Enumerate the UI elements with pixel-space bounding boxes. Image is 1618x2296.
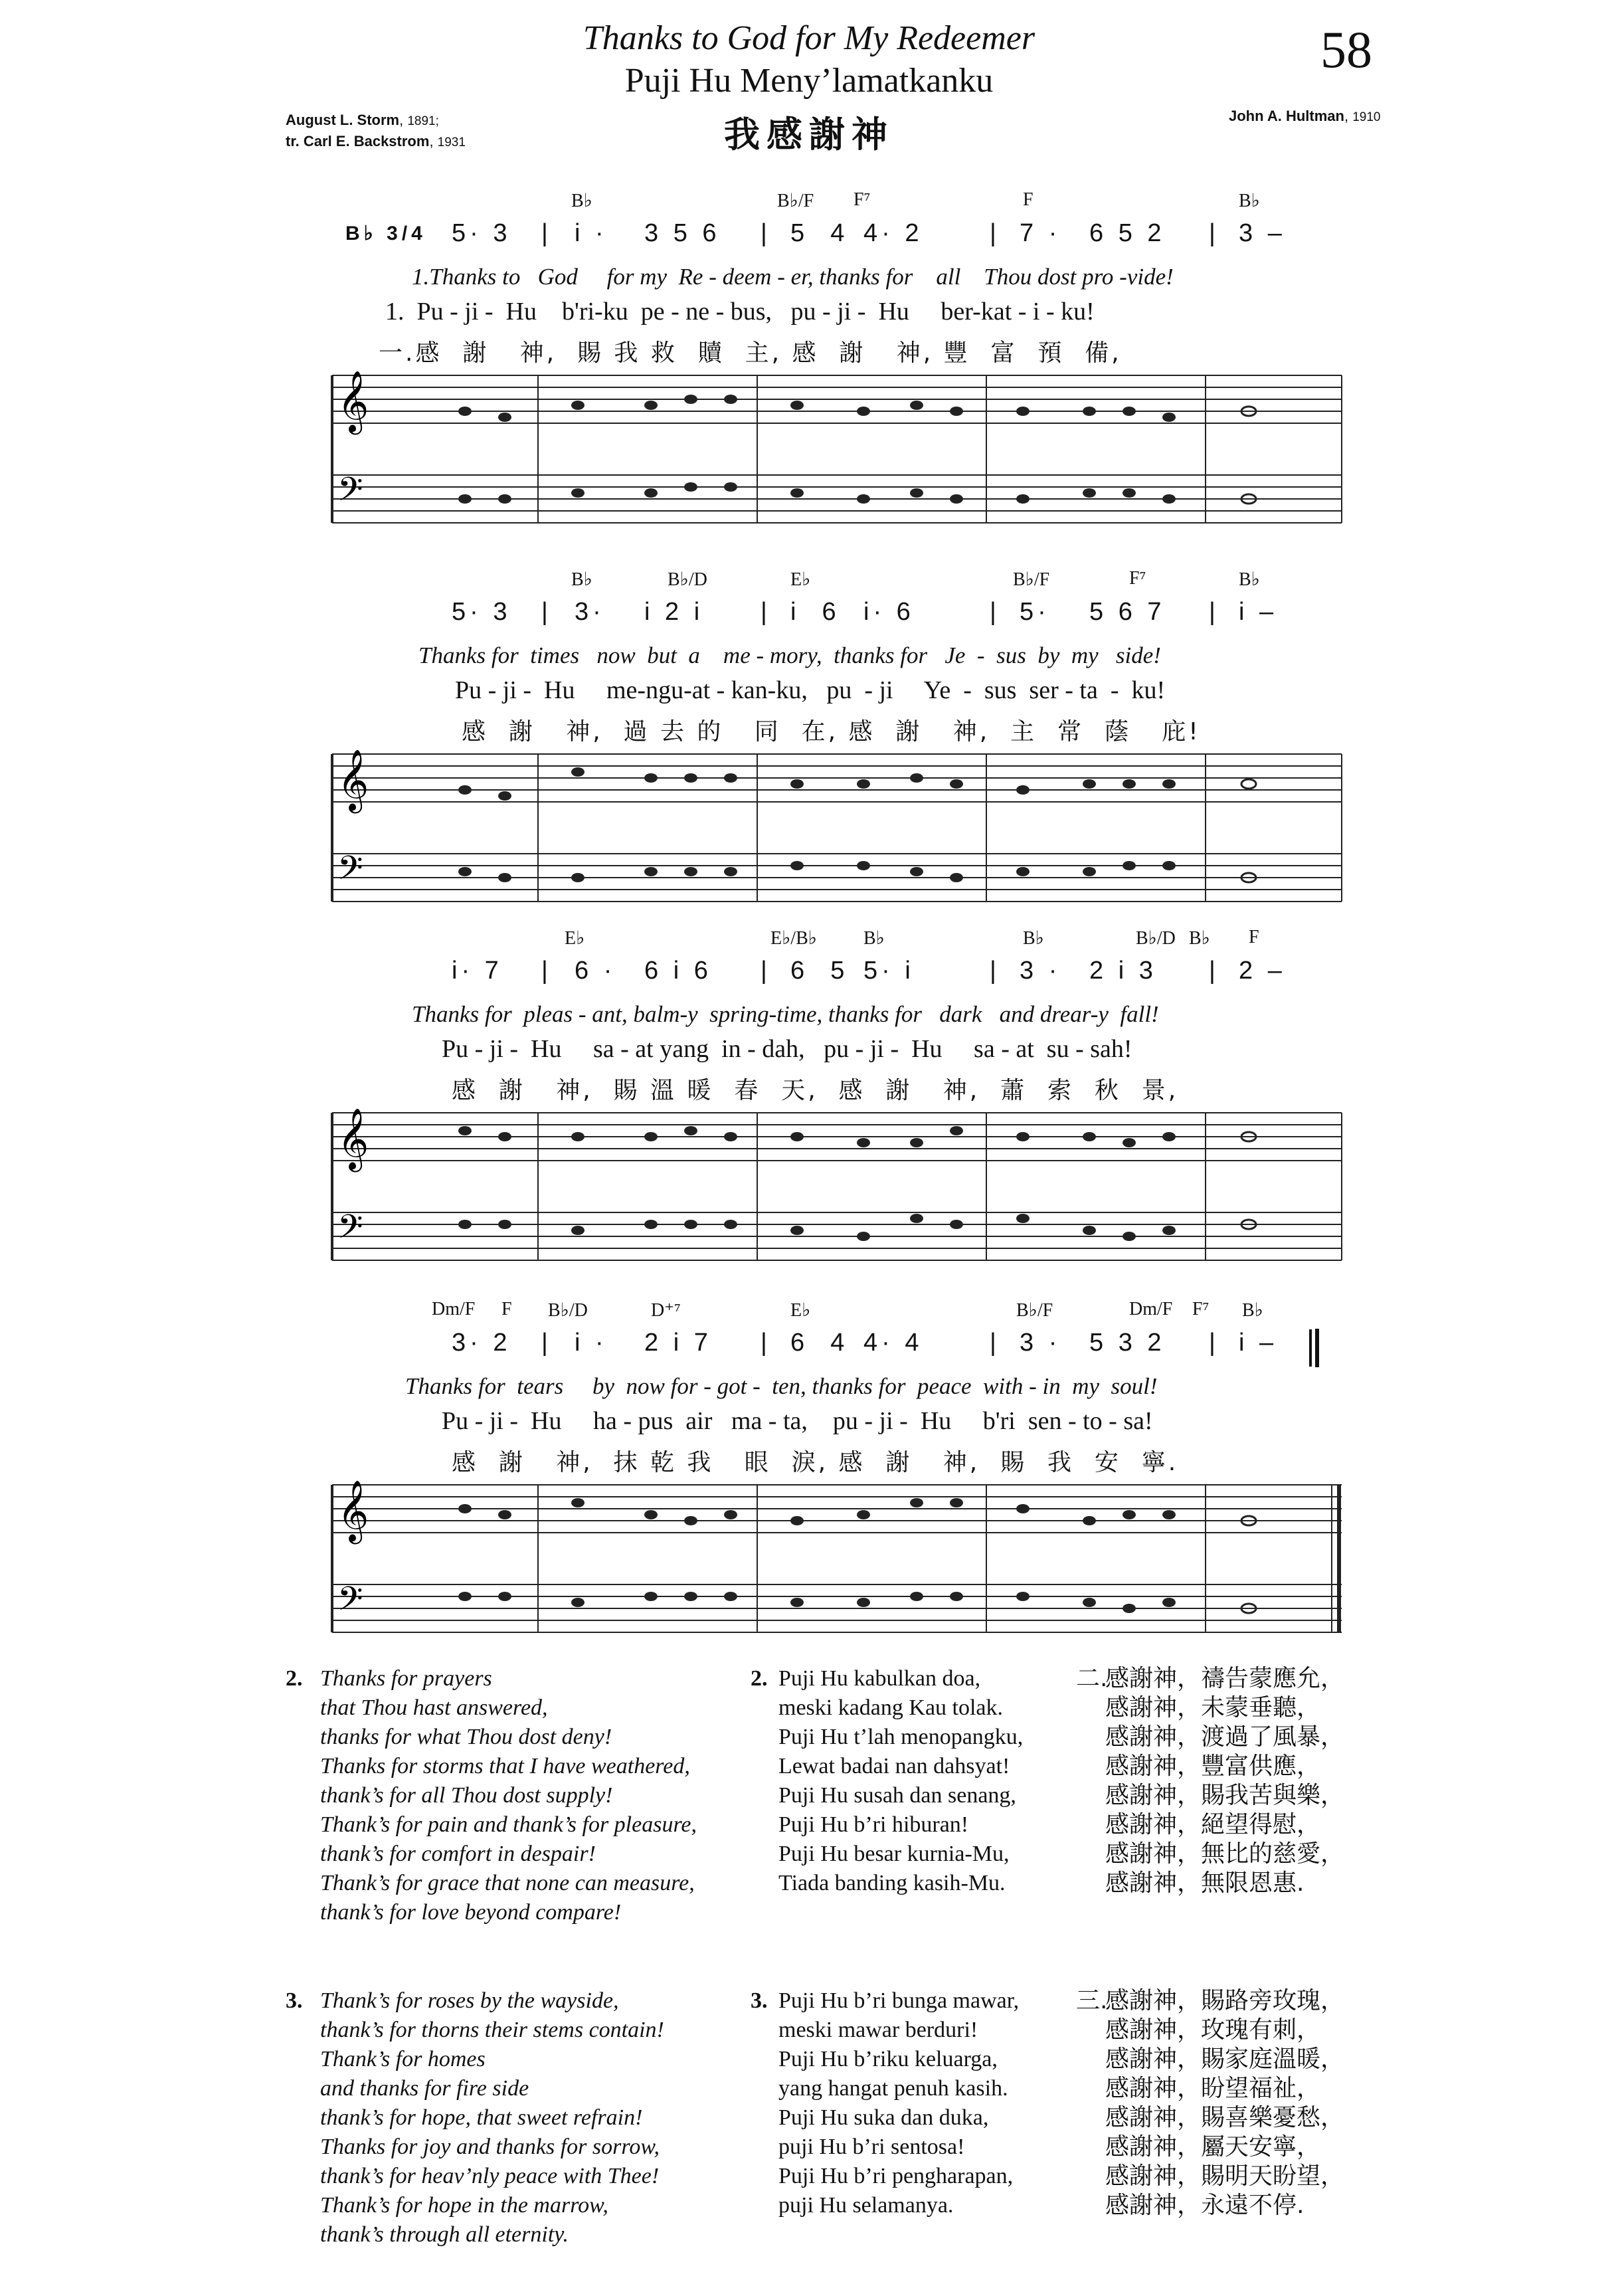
jianpu-barline: | (761, 957, 771, 985)
jianpu-cell: i 6 (790, 598, 840, 626)
verse-line: thank’s for heav’nly peace with Thee! (320, 2164, 660, 2188)
lyric-line-english: Thanks for pleas - ant, balm-y spring-time, thanks for dark and drear-y fall! (412, 1001, 1159, 1027)
jianpu-barline: | (990, 219, 1000, 247)
chord: B♭/D (548, 1300, 588, 1321)
verse-line: 感謝神，賜喜樂憂愁， (1105, 2104, 1345, 2131)
verse-3-chinese (1076, 1986, 1382, 2220)
chord: Dm/F (1129, 1299, 1173, 1319)
verse-line: 感謝神，賜我苦與樂， (1105, 1782, 1345, 1809)
verse-line: 感謝神，絕望得慰， (1105, 1811, 1321, 1838)
jianpu-cell: 5 4 (790, 219, 849, 247)
jianpu-cell: 3 · (1020, 1329, 1061, 1357)
hymn-title-chinese: 我感謝神 (724, 114, 894, 155)
verse-line: thanks for what Thou dost deny! (320, 1725, 612, 1749)
verse-line: meski kadang Kau tolak. (778, 1695, 1004, 1720)
chord: B♭ (1242, 1300, 1263, 1321)
chord: B♭/D (1136, 928, 1176, 949)
verse-line: 感謝神，屬天安寧， (1105, 2133, 1321, 2160)
lyric-line-chinese: 感 謝 神, 賜 溫 暖 春 天, 感 謝 神, 蕭 索 秋 景, (452, 1077, 1179, 1104)
jianpu-barline: | (1209, 598, 1219, 626)
chord: F⁷ (1192, 1299, 1210, 1319)
jianpu-barline: | (1209, 1329, 1219, 1357)
chord: B♭ (863, 928, 885, 949)
chord: E♭ (565, 928, 585, 949)
verse-line: Lewat badai nan dahsyat! (778, 1754, 1010, 1778)
jianpu-cell: i 2 i (644, 598, 704, 626)
svg-text:𝄢: 𝄢 (337, 1580, 363, 1626)
chord: B♭/F (777, 191, 814, 211)
hymn-number: 58 (1320, 21, 1372, 78)
jianpu-cell: i· 7 (452, 957, 503, 985)
verse-line: 感謝神，賜家庭溫暖， (1105, 2046, 1345, 2073)
jianpu-cell: 4· 2 (863, 219, 923, 247)
chord: F⁷ (1129, 568, 1146, 589)
lyric-line-chinese: 一.感 謝 神, 賜 我 救 贖 主, 感 謝 神, 豐 富 預 備, (379, 339, 1122, 367)
verse-line: Puji Hu b’ri bunga mawar, (778, 1988, 1020, 2013)
chord: B♭ (1239, 191, 1260, 211)
verse-number: 2. (751, 1666, 768, 1691)
music-system-4 (332, 1299, 1342, 1658)
jianpu-barline: | (541, 598, 552, 626)
verse-line: yang hangat penuh kasih. (778, 2076, 1008, 2101)
svg-text:𝄞: 𝄞 (337, 749, 369, 811)
verse-line: thank’s for hope, that sweet refrain! (320, 2105, 643, 2130)
jianpu-barline: | (541, 1329, 552, 1357)
jianpu-cell: 5· (1020, 598, 1050, 626)
jianpu-cell: i· 6 (863, 598, 915, 626)
jianpu-barline: | (541, 957, 552, 985)
verse-line: thank’s for all Thou dost supply! (320, 1783, 613, 1808)
verse-line: meski mawar berduri! (778, 2018, 978, 2042)
verse-number: 3. (286, 1988, 303, 2013)
hymn-title-indonesian: Puji Hu Meny’lamatkanku (624, 62, 994, 100)
jianpu-cell: 5· 3 (452, 219, 511, 247)
verse-line: Thank’s for hope in the marrow, (320, 2193, 608, 2218)
verse-line: Thanks for prayers (320, 1666, 492, 1691)
chord: B♭ (571, 569, 592, 590)
verse-2-indonesian (751, 1664, 1083, 1898)
chord: E♭ (790, 1300, 811, 1321)
verse-line: 感謝神，永遠不停. (1105, 2192, 1304, 2219)
verse-line: thank’s for thorns their stems contain! (320, 2018, 664, 2042)
translator-year: 1931 (437, 136, 466, 149)
verse-line: 感謝神，玫瑰有刺， (1105, 2016, 1321, 2044)
jianpu-cell: 5 6 7 (1089, 598, 1166, 626)
verse-line: Puji Hu b’ri hiburan! (778, 1812, 969, 1837)
jianpu-barline: | (761, 598, 771, 626)
jianpu-cell: 6 · (575, 957, 616, 985)
svg-text:𝄢: 𝄢 (337, 470, 363, 517)
jianpu-cell: 7 · (1020, 219, 1061, 247)
verse-line: Puji Hu b’riku keluarga, (778, 2047, 998, 2071)
music-system-3 (332, 927, 1342, 1286)
jianpu-cell: 3 5 6 (644, 219, 721, 247)
jianpu-barline: | (541, 219, 552, 247)
music-staff-treble-bass (332, 1480, 1342, 1658)
lyricist-credit: August L. Storm, 1891; tr. Carl E. Backstrom, 1931 (286, 112, 466, 149)
verse-2-chinese (1076, 1664, 1382, 1898)
key-signature: B♭ 3/4 (345, 223, 426, 244)
final-barline (1315, 1329, 1319, 1367)
verse-line: thank’s for comfort in despair! (320, 1842, 596, 1866)
verse-line: 感謝神，渡過了風暴， (1105, 1723, 1345, 1751)
verse-line: Puji Hu kabulkan doa, (778, 1666, 981, 1691)
lyric-line-indonesian: 1. Pu - ji - Hu b'ri-ku pe - ne - bus, pu - ji - Hu ber-kat - i - ku! (385, 298, 1095, 326)
verse-line: that Thou hast answered, (320, 1695, 548, 1720)
chord: B♭ (1189, 928, 1210, 949)
svg-text:𝄢: 𝄢 (337, 1208, 363, 1254)
chord: B♭ (1023, 928, 1044, 949)
music-staff-treble-bass (332, 1107, 1342, 1286)
verse-line: thank’s through all eternity. (320, 2222, 569, 2247)
jianpu-cell: 6 5 2 (1089, 219, 1166, 247)
jianpu-barline: | (1209, 957, 1219, 985)
lyricist-year: 1891; (407, 114, 439, 128)
jianpu-barline: | (1209, 219, 1219, 247)
chord: B♭/F (1016, 1300, 1053, 1321)
lyric-line-english: Thanks for tears by now for - got - ten, thanks for peace with - in my soul! (405, 1373, 1158, 1399)
verse-3-english (286, 1986, 764, 2249)
lyric-line-indonesian: Pu - ji - Hu me-ngu-at - kan-ku, pu - ji Ye - sus ser - ta - ku! (455, 676, 1166, 704)
verse-line: thank’s for love beyond compare! (320, 1900, 622, 1925)
verse-line: Thank’s for grace that none can measure, (320, 1871, 695, 1895)
verse-line: 感謝神，禱告蒙應允， (1105, 1665, 1345, 1692)
verse-number: 二. (1076, 1665, 1108, 1692)
jianpu-cell: 6 i 6 (644, 957, 712, 985)
jianpu-cell: 4· 4 (863, 1329, 923, 1357)
verse-line: Tiada banding kasih-Mu. (778, 1871, 1006, 1895)
jianpu-cell: 6 5 (790, 957, 849, 985)
chord: B♭/F (1013, 569, 1050, 590)
jianpu-cell: 2 – (1239, 957, 1286, 985)
chord: B♭ (571, 191, 592, 211)
composer-year: 1910 (1352, 110, 1381, 124)
chord: B♭/D (668, 569, 707, 590)
jianpu-barline: | (990, 598, 1000, 626)
chord: F⁷ (854, 189, 871, 210)
verse-line: 感謝神，無限恩惠. (1105, 1869, 1304, 1897)
verse-line: Thank’s for homes (320, 2047, 486, 2071)
verse-number: 2. (286, 1666, 303, 1691)
svg-text:𝄞: 𝄞 (337, 370, 369, 432)
jianpu-cell: 3· 2 (452, 1329, 511, 1357)
verse-line: and thanks for fire side (320, 2076, 529, 2101)
hymn-title-english: Thanks to God for My Redeemer (583, 19, 1035, 57)
svg-text:𝄞: 𝄞 (337, 1480, 369, 1541)
svg-text:𝄞: 𝄞 (337, 1107, 369, 1169)
translator-name: tr. Carl E. Backstrom (286, 133, 430, 149)
lyric-line-indonesian: Pu - ji - Hu sa - at yang in - dah, pu - ji - Hu sa - at su - sah! (442, 1035, 1132, 1063)
jianpu-barline: | (761, 1329, 771, 1357)
jianpu-cell: i · (575, 1329, 608, 1357)
music-staff-treble-bass (332, 370, 1342, 548)
chord: F (1023, 189, 1034, 210)
jianpu-cell: 2 i 7 (644, 1329, 712, 1357)
jianpu-cell: 3 · (1020, 957, 1061, 985)
verse-line: Puji Hu susah dan senang, (778, 1783, 1016, 1808)
verse-line: Thanks for storms that I have weathered, (320, 1754, 690, 1778)
chord: E♭ (790, 569, 811, 590)
lyricist-name: August L. Storm (286, 112, 400, 128)
lyric-line-english: 1.Thanks to God for my Re - deem - er, thanks for all Thou dost pro -vide! (412, 264, 1174, 290)
verse-line: puji Hu b’ri sentosa! (778, 2135, 965, 2159)
chord: F (501, 1299, 512, 1319)
chord: F (1249, 927, 1259, 947)
verse-line: puji Hu selamanya. (778, 2193, 954, 2218)
jianpu-cell: 5 3 2 (1089, 1329, 1166, 1357)
jianpu-barline: | (761, 219, 771, 247)
lyric-line-chinese: 感 謝 神, 過 去 的 同 在, 感 謝 神, 主 常 蔭 庇! (462, 718, 1201, 745)
jianpu-cell: 3 – (1239, 219, 1286, 247)
verse-line: 感謝神，賜路旁玫瑰， (1105, 1987, 1345, 2014)
chord: Dm/F (432, 1299, 476, 1319)
jianpu-barline: | (990, 1329, 1000, 1357)
composer-name: John A. Hultman (1229, 108, 1344, 124)
music-system-2 (332, 568, 1342, 927)
jianpu-cell: i – (1239, 1329, 1278, 1357)
jianpu-cell: 3· (575, 598, 605, 626)
chord: E♭/B♭ (770, 928, 817, 949)
verse-2-english (286, 1664, 764, 1927)
jianpu-barline: | (990, 957, 1000, 985)
verse-line: Thanks for joy and thanks for sorrow, (320, 2135, 660, 2159)
lyric-line-english: Thanks for times now but a me - mory, thanks for Je - sus by my side! (418, 642, 1161, 668)
verse-line: 感謝神，豐富供應， (1105, 1753, 1321, 1780)
music-system-1 (332, 189, 1342, 548)
jianpu-cell: i · (575, 219, 608, 247)
verse-line: 感謝神，未蒙垂聽， (1105, 1694, 1321, 1721)
verse-line: Puji Hu t’lah menopangku, (778, 1725, 1024, 1749)
jianpu-cell: i – (1239, 598, 1278, 626)
jianpu-cell: 5· i (863, 957, 915, 985)
verse-line: Thank’s for roses by the wayside, (320, 1988, 619, 2013)
svg-text:𝄢: 𝄢 (337, 849, 363, 896)
chord: D⁺⁷ (651, 1300, 681, 1321)
jianpu-cell: 6 4 (790, 1329, 849, 1357)
verse-line: Puji Hu b’ri pengharapan, (778, 2164, 1014, 2188)
jianpu-cell: 2 i 3 (1089, 957, 1157, 985)
lyric-line-chinese: 感 謝 神, 抹 乾 我 眼 淚, 感 謝 神, 賜 我 安 寧. (452, 1449, 1179, 1476)
verse-number: 3. (751, 1988, 768, 2013)
jianpu-cell: 5· 3 (452, 598, 511, 626)
chord: B♭ (1239, 569, 1260, 590)
composer-credit: John A. Hultman, 1910 (1229, 108, 1381, 124)
verse-line: 感謝神，無比的慈愛， (1105, 1840, 1345, 1867)
verse-line: Puji Hu suka dan duka, (778, 2105, 989, 2130)
verse-line: 感謝神，盼望福祉， (1105, 2075, 1321, 2102)
lyric-line-indonesian: Pu - ji - Hu ha - pus air ma - ta, pu - ji - Hu b'ri sen - to - sa! (442, 1407, 1153, 1435)
music-staff-treble-bass (332, 749, 1342, 927)
verse-line: Thank’s for pain and thank’s for pleasure, (320, 1812, 697, 1837)
verse-line: Puji Hu besar kurnia-Mu, (778, 1842, 1010, 1866)
verse-number: 三. (1076, 1987, 1108, 2014)
verse-3-indonesian (751, 1986, 1083, 2220)
verse-line: 感謝神，賜明天盼望， (1105, 2162, 1345, 2190)
